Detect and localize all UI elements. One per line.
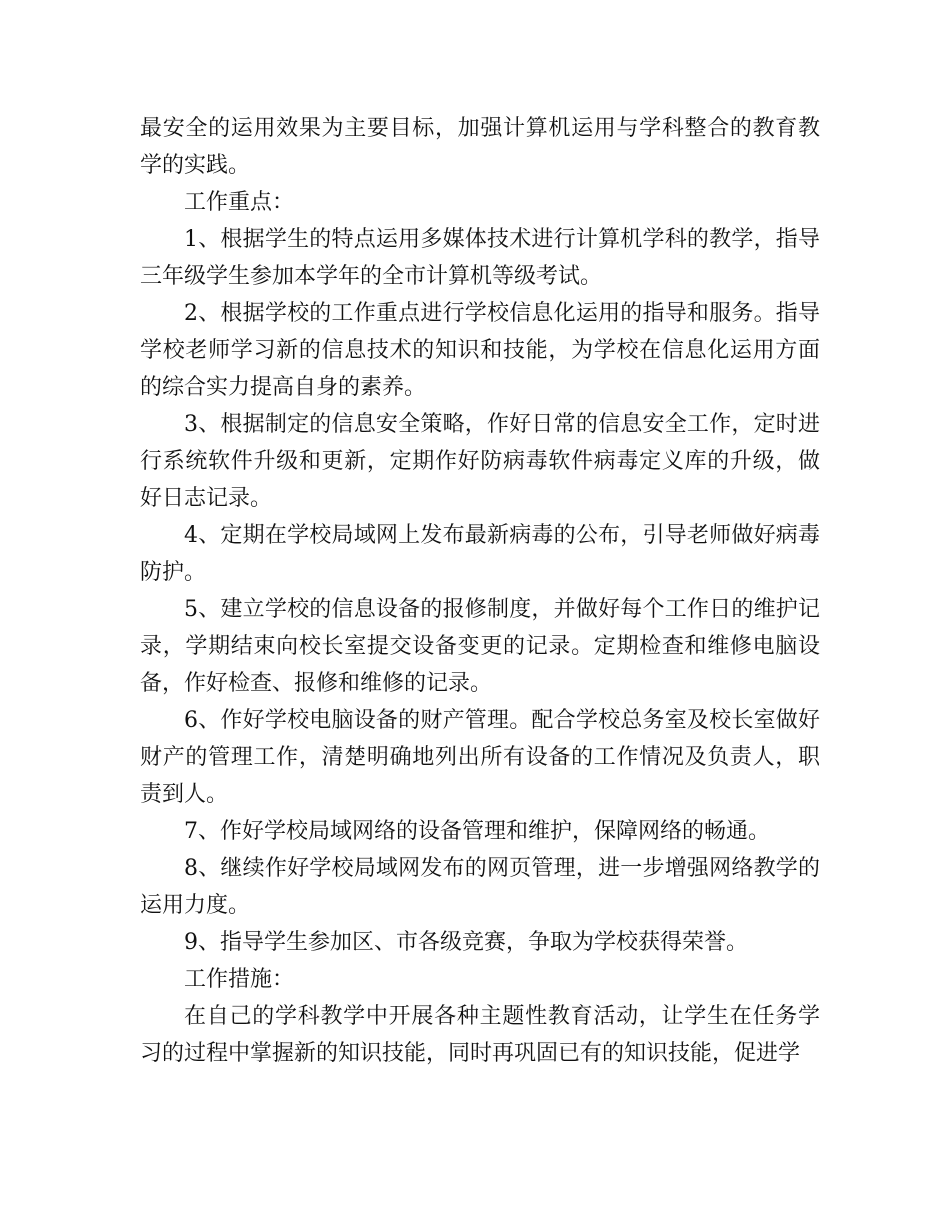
- list-item-4: 4、定期在学校局域网上发布最新病毒的公布，引导老师做好病毒防护。: [140, 523, 820, 585]
- document-page: [140, 110, 820, 1072]
- paragraph-measures: 在自己的学科教学中开展各种主题性教育活动，让学生在任务学习的过程中掌握新的知识技能，同时再巩固已有的知识技能，促进学: [140, 1004, 820, 1066]
- list-item-6: 6、作好学校电脑设备的财产管理。配合学校总务室及校长室做好财产的管理工作，清楚明确地列出所有设备的工作情况及负责人，职责到人。: [140, 708, 820, 807]
- list-item-8: 8、继续作好学校局域网发布的网页管理，进一步增强网络教学的运用力度。: [140, 856, 820, 918]
- list-item-2: 2、根据学校的工作重点进行学校信息化运用的指导和服务。指导学校老师学习新的信息技术的知识和技能，为学校在信息化运用方面的综合实力提高自身的素养。: [140, 301, 820, 400]
- section-heading-work-focus: 工作重点：: [184, 190, 295, 215]
- list-item-5: 5、建立学校的信息设备的报修制度，并做好每个工作日的维护记录，学期结束向校长室提交设备变更的记录。定期检查和维修电脑设备，作好检查、报修和维修的记录。: [140, 597, 820, 696]
- section-heading-work-measures: 工作措施：: [184, 967, 295, 992]
- list-item-1: 1、根据学生的特点运用多媒体技术进行计算机学科的教学，指导三年级学生参加本学年的全市计算机等级考试。: [140, 227, 820, 289]
- list-item-3: 3、根据制定的信息安全策略，作好日常的信息安全工作，定时进行系统软件升级和更新，定期作好防病毒软件病毒定义库的升级，做好日志记录。: [140, 412, 820, 511]
- list-item-9: 9、指导学生参加区、市各级竞赛，争取为学校获得荣誉。: [184, 930, 748, 955]
- list-item-7: 7、作好学校局域网络的设备管理和维护，保障网络的畅通。: [184, 819, 770, 844]
- paragraph-continuation: 最安全的运用效果为主要目标，加强计算机运用与学科整合的教育教学的实践。: [140, 116, 820, 178]
